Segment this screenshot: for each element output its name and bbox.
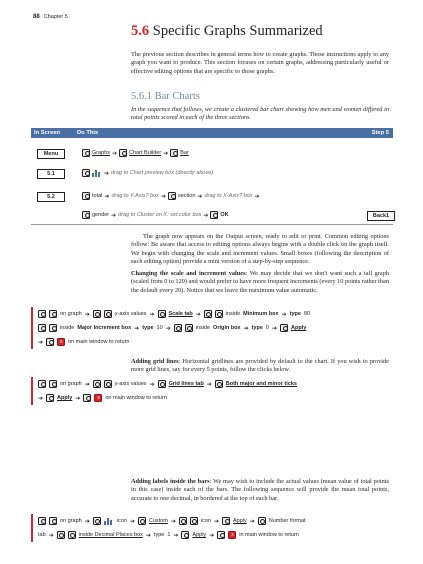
arrow-right-icon: ➔	[271, 325, 277, 332]
row-label-5-2: 5.2	[37, 192, 65, 202]
double-click-icon	[93, 310, 101, 318]
inside-label: inside	[195, 325, 211, 331]
arrow-right-icon: ➔	[145, 532, 151, 539]
click-icon	[179, 517, 187, 525]
click-icon	[210, 211, 218, 219]
section-variable[interactable]: section	[177, 193, 196, 199]
double-click-icon	[49, 324, 57, 332]
section-title	[131, 23, 323, 40]
grid-paragraph	[131, 358, 389, 375]
double-click-icon	[38, 517, 46, 525]
arrow-right-icon: ➔	[165, 325, 171, 332]
arrow-right-icon: ➔	[195, 311, 201, 318]
arrow-right-icon: ➔	[104, 170, 110, 177]
arrow-right-icon: ➔	[38, 339, 44, 346]
y-axis-values[interactable]: y-axis values	[114, 381, 147, 387]
menu-step	[82, 149, 189, 157]
double-click-icon	[57, 531, 65, 539]
double-click-icon	[49, 517, 57, 525]
grid-heading: Adding grid lines	[131, 358, 179, 365]
arrow-right-icon: ➔	[160, 193, 166, 200]
inside-label: inside	[60, 325, 75, 331]
scale-tab[interactable]: Scale tab	[168, 311, 193, 317]
instr-row	[38, 528, 393, 542]
section-number: 5.6	[131, 23, 150, 39]
close-icon[interactable]	[228, 531, 236, 539]
chapter-label: Chapter 5	[43, 14, 68, 20]
click-icon	[222, 517, 230, 525]
grid-instructions	[31, 377, 393, 405]
arrow-right-icon: ➔	[254, 193, 260, 200]
custom-option[interactable]: Custom	[148, 518, 168, 524]
double-click-icon	[104, 380, 112, 388]
both-ticks-option[interactable]: Both major and minor ticks	[225, 381, 297, 387]
click-icon	[138, 517, 146, 525]
double-click-icon	[104, 310, 112, 318]
step-header: Step 5	[371, 129, 389, 136]
list-icon[interactable]	[190, 517, 198, 525]
chart-builder-item[interactable]: Chart Builder	[129, 150, 162, 156]
arrow-right-icon: ➔	[170, 518, 176, 525]
major-increment-box[interactable]: Major Increment box	[77, 325, 132, 331]
double-click-icon	[49, 380, 57, 388]
double-click-icon	[49, 310, 57, 318]
row-label-5-1: 5.1	[37, 169, 65, 179]
click-icon	[93, 517, 101, 525]
subsection-number: 5.6.1	[131, 91, 152, 102]
arrow-right-icon: ➔	[173, 532, 179, 539]
click-icon	[280, 324, 288, 332]
arrow-right-icon: ➔	[149, 381, 155, 388]
arrow-right-icon: ➔	[149, 311, 155, 318]
apply-button[interactable]: Apply	[290, 325, 307, 331]
back-label: Back1	[367, 211, 395, 221]
double-click-icon	[38, 310, 46, 318]
step-5-1	[82, 169, 213, 177]
arrow-right-icon: ➔	[48, 532, 54, 539]
apply-button[interactable]: Apply	[57, 395, 73, 401]
click-icon	[181, 531, 189, 539]
value-0: 0	[265, 325, 269, 331]
minimum-box[interactable]: Minimum box	[243, 311, 279, 317]
double-click-icon	[93, 380, 101, 388]
arrow-right-icon: ➔	[281, 311, 287, 318]
arrow-right-icon: ➔	[104, 193, 110, 200]
arrow-right-icon: ➔	[134, 325, 140, 332]
drag-instruction: drag to Chart preview box (directly above)	[111, 170, 214, 176]
decimal-places-box[interactable]: inside Decimal Places box	[78, 532, 143, 538]
value-1: 1	[167, 532, 171, 538]
grid-lines-tab[interactable]: Grid lines tab	[168, 381, 204, 387]
bar-item[interactable]: Bar	[180, 150, 189, 156]
page-number: 88	[33, 14, 40, 20]
y-axis-values[interactable]: y-axis values	[114, 311, 147, 317]
graphs-menu[interactable]: Graphs	[92, 150, 111, 156]
scale-heading: Changing the scale and increment values	[131, 270, 246, 277]
click-icon	[217, 531, 225, 539]
main-window-text: on main window to return	[105, 395, 167, 401]
icon-label-2: icon	[200, 518, 211, 524]
arrow-right-icon: ➔	[38, 395, 44, 402]
instr-row	[38, 335, 393, 349]
arrow-right-icon: ➔	[209, 532, 215, 539]
section-title-text: Specific Graphs Summarized	[152, 23, 323, 39]
instr-row	[38, 307, 393, 321]
section-intro: The previous section describes in general terms how to create graphs. Those instructions apply to any graph you want to produce. This section focuses on certain graphs, addressing particularly useful or effective editing options that are specific to those graphs.	[131, 51, 389, 75]
arrow-right-icon: ➔	[75, 395, 81, 402]
output-paragraph: The graph now appears on the Output screen, ready to edit or print. Common editing options follow: Be aware that access to editing options always begins with a double click on the graph itself. We begin with changing the scale and increment values. Small boxes (following the description of each editing option) provide a mini version of a step-by-step sequence.	[131, 233, 389, 266]
arrow-right-icon: ➔	[197, 193, 203, 200]
type-label: type	[153, 532, 165, 538]
gender-variable[interactable]: gender	[92, 212, 110, 218]
type-label: type	[142, 325, 154, 331]
click-icon	[168, 192, 176, 200]
double-click-icon	[38, 380, 46, 388]
arrow-right-icon: ➔	[163, 150, 169, 157]
click-icon	[46, 394, 54, 402]
main-window-text: on main window to return	[68, 339, 130, 345]
click-icon	[83, 394, 91, 402]
arrow-right-icon: ➔	[249, 518, 255, 525]
in-screen-header: In Screen	[34, 129, 61, 136]
double-click-icon	[215, 310, 223, 318]
do-this-header: Do This	[77, 129, 99, 136]
instr-row	[38, 514, 393, 528]
arrow-right-icon: ➔	[213, 518, 219, 525]
icon-label: icon	[116, 518, 127, 524]
arrow-right-icon: ➔	[206, 381, 212, 388]
arrow-right-icon: ➔	[111, 212, 117, 219]
origin-box[interactable]: Origin box	[213, 325, 241, 331]
arrow-right-icon: ➔	[129, 518, 135, 525]
labels-paragraph	[131, 478, 389, 503]
click-icon	[46, 338, 54, 346]
grid-text: : Horizontal gridlines are provided by default to the chart. If you wish to provide more grid lines, say for every 5 points, follow the clicks below.	[131, 358, 389, 374]
drag-x-instruction: drag to X-Axis? box	[204, 193, 253, 199]
instr-row	[38, 377, 393, 391]
row-label-menu: Menu	[37, 149, 65, 159]
subsection-title-text: Bar Charts	[154, 91, 200, 102]
bar-chart-icon[interactable]	[92, 169, 102, 177]
instr-row	[38, 321, 393, 335]
table-header	[31, 128, 393, 138]
data-label-icon[interactable]	[104, 517, 114, 525]
arrow-right-icon: ➔	[243, 325, 249, 332]
click-icon	[82, 211, 90, 219]
value-80: 80	[303, 311, 311, 317]
on-graph[interactable]: on graph	[60, 518, 82, 524]
arrow-right-icon: ➔	[203, 212, 209, 219]
labels-instructions	[31, 514, 393, 542]
drag-cluster-instruction: drag to Cluster on X: set color box	[118, 212, 202, 218]
number-format-tab[interactable]: Number format	[268, 518, 306, 524]
click-icon	[119, 149, 127, 157]
apply-button[interactable]: Apply	[232, 518, 247, 524]
close-icon[interactable]	[94, 394, 102, 402]
click-icon	[158, 310, 166, 318]
type-label: type	[289, 311, 301, 317]
click-icon	[215, 380, 223, 388]
scale-text: : We may decide that we don't want such a tall graph (scaled from 0 to 120) and would prefer to have more frequent increments (every 10 points rather than the default every 20). Notice that we leave the maximum value automatic.	[131, 270, 389, 294]
tab-label: tab	[38, 532, 46, 538]
double-click-icon	[68, 531, 76, 539]
arrow-right-icon: ➔	[84, 381, 90, 388]
on-graph[interactable]: on graph	[60, 311, 82, 317]
type-label: type	[251, 325, 263, 331]
arrow-right-icon: ➔	[84, 518, 90, 525]
click-icon	[82, 192, 90, 200]
arrow-right-icon: ➔	[112, 150, 118, 157]
instr-row	[38, 391, 393, 405]
subsection-intro: In the sequence that follows, we create a clustered bar chart showing how men and women differed in total points scored in each of the three sections.	[131, 106, 389, 122]
double-click-icon	[174, 324, 182, 332]
drag-y-instruction: drag to Y-Axis? box	[111, 193, 159, 199]
close-icon[interactable]	[57, 338, 65, 346]
double-click-icon	[185, 324, 193, 332]
scale-paragraph	[131, 270, 389, 295]
total-variable[interactable]: total	[92, 193, 103, 199]
step-5-2	[82, 192, 259, 200]
on-graph[interactable]: on graph	[60, 381, 82, 387]
ok-button[interactable]: OK	[220, 212, 229, 218]
apply-button-2[interactable]: Apply	[192, 532, 207, 538]
double-click-icon	[38, 324, 46, 332]
step-5-2b	[82, 211, 229, 219]
main-window-text: in main window to return	[239, 532, 299, 538]
page-header	[33, 14, 68, 20]
labels-heading: Adding labels inside the bars	[131, 478, 210, 485]
double-click-icon	[204, 310, 212, 318]
inside-label: inside	[225, 311, 241, 317]
value-10: 10	[156, 325, 163, 331]
divider	[31, 224, 393, 225]
scale-instructions	[31, 307, 393, 349]
click-icon	[82, 149, 90, 157]
click-icon	[258, 517, 266, 525]
click-icon	[158, 380, 166, 388]
double-click-icon	[82, 169, 90, 177]
arrow-right-icon: ➔	[84, 311, 90, 318]
labels-text: : We may wish to include the actual values (mean value of total points in this case) inside each of the bars. The following sequence will provide the mean total points, accurate to one decimal, in bordered at the top of each bar.	[131, 478, 389, 502]
click-icon	[170, 149, 178, 157]
subsection-title	[131, 91, 200, 102]
